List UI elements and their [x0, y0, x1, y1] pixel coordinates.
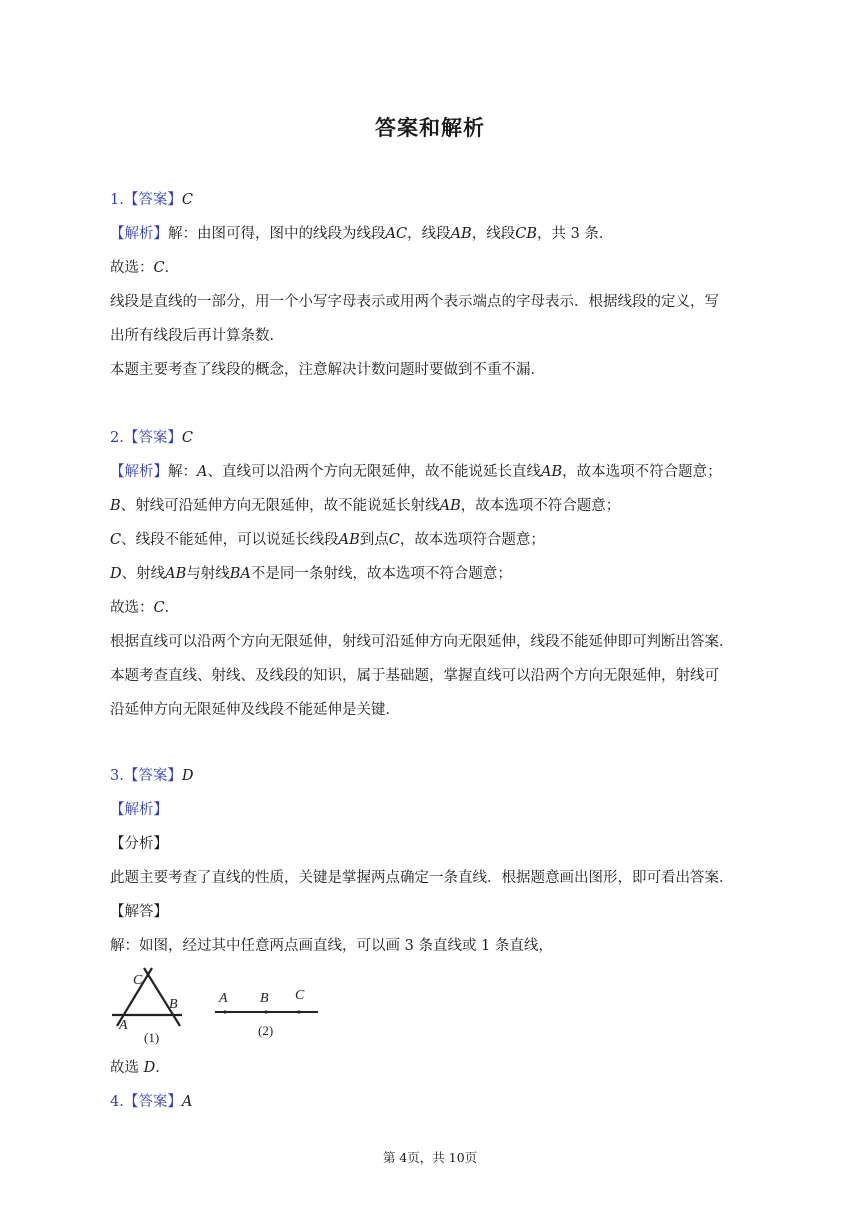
math-text: BA [229, 566, 251, 582]
fig1-caption: (1) [144, 1030, 160, 1045]
math-text: AB [450, 226, 472, 242]
q4-answer-line [110, 1092, 192, 1112]
text: 、直线可以沿两个方向无限延伸，故不能说延长直线 [207, 464, 541, 480]
text: 解： [168, 464, 197, 480]
q3-answer: D [181, 768, 194, 784]
text: 解：由图可得，图中的线段为线段 [168, 226, 386, 242]
q2-analysis-tag: 【解析】 [110, 464, 168, 480]
text: 故选： [110, 260, 154, 276]
figure-1-triangle [112, 968, 182, 1045]
page-title: 答案和解析 [375, 115, 485, 140]
q1-answer-line [110, 190, 193, 210]
q2-summary-line-2: 沿延伸方向无限延伸及线段不能延伸是关键． [110, 702, 400, 718]
fig2-label-c: C [295, 988, 305, 1003]
q2-summary-line-1: 本题考查直线、射线、及线段的知识，属于基础题，掌握直线可以沿两个方向无限延伸，射线可 [110, 668, 719, 684]
math-text: AB [165, 566, 187, 582]
q2-explain-line-1: 根据直线可以沿两个方向无限延伸，射线可沿延伸方向无限延伸，线段不能延伸即可判断出答案． [110, 634, 734, 650]
q2-answer: C [181, 430, 193, 446]
q1-summary-line: 本题主要考查了线段的概念，注意解决计数问题时要做到不重不漏． [110, 362, 545, 378]
text: 不是同一条射线，故本选项不符合题意； [250, 566, 512, 582]
q3-jieda-tag: 【解答】 [110, 904, 168, 920]
math-text: B [110, 498, 121, 514]
q2-number: 2. [110, 430, 124, 446]
fig1-label-a: A [119, 1018, 128, 1033]
q3-fenxi-text: 此题主要考查了直线的性质，关键是掌握两点确定一条直线．根据题意画出图形，即可看出答案． [110, 870, 734, 886]
text: ，线段 [407, 226, 451, 242]
q3-number: 3. [110, 768, 124, 784]
q1-number: 1. [110, 192, 124, 208]
point-c [297, 1010, 300, 1013]
math-text: AB [439, 498, 461, 514]
q3-jieda-text: 解：如图，经过其中任意两点画直线，可以画 3 条直线或 1 条直线， [110, 938, 553, 954]
fig1-label-b: B [169, 997, 178, 1012]
math-text: C [110, 532, 122, 548]
math-text: C [388, 532, 400, 548]
math-text: CB [515, 226, 537, 242]
math-text: AB [338, 532, 360, 548]
math-text: C [153, 600, 165, 616]
text: 、线段不能延伸，可以说延长线段 [121, 532, 339, 548]
q1-answer: C [181, 192, 193, 208]
q4-answer: A [181, 1094, 193, 1110]
q2-option-c [110, 530, 545, 550]
q4-answer-tag: 【答案】 [123, 1094, 182, 1110]
text: 、射线 [121, 566, 166, 582]
text: 故选 [110, 1060, 144, 1076]
q3-analysis-tag [110, 800, 168, 820]
text: 到点 [359, 532, 389, 548]
figure-2-collinear [215, 988, 318, 1038]
q1-analysis-line-1 [110, 224, 613, 244]
text: 故选： [110, 600, 154, 616]
q2-answer-line [110, 428, 193, 448]
q2-option-d [110, 564, 512, 584]
q2-option-b [110, 496, 620, 516]
text: ，故本选项不符合题意； [460, 498, 621, 514]
fig1-label-c: C [133, 973, 143, 988]
q3-choice-line [110, 1058, 170, 1078]
text: 与射线 [186, 566, 230, 582]
fig2-label-a: A [219, 991, 228, 1006]
text: ，故本选项符合题意； [399, 532, 545, 548]
text: 、射线可沿延伸方向无限延伸，故不能说延长射线 [120, 498, 440, 514]
q4-number: 4. [110, 1094, 124, 1110]
text: ． [164, 600, 180, 616]
q2-choice-line [110, 598, 179, 618]
math-text: D [143, 1060, 156, 1076]
q3-answer-line [110, 766, 193, 786]
text: ，故本选项不符合题意； [562, 464, 722, 480]
q3-figure [108, 962, 328, 1046]
page-footer: 第 4页，共 10页 [382, 1150, 478, 1165]
q2-analysis-line-1 [110, 462, 722, 482]
q2-answer-tag: 【答案】 [123, 430, 182, 446]
q3-answer-tag: 【答案】 [123, 768, 182, 784]
text: ． [164, 260, 180, 276]
math-text: A [197, 464, 208, 480]
text: ，共 3 条． [536, 226, 614, 242]
math-text: AC [385, 226, 408, 242]
q1-explain-line-1: 线段是直线的一部分，用一个小写字母表示或用两个表示端点的字母表示．根据线段的定义，写 [110, 294, 719, 310]
q1-analysis-tag: 【解析】 [110, 226, 168, 242]
point-a [223, 1010, 226, 1013]
math-text: C [153, 260, 165, 276]
text: ． [155, 1060, 170, 1076]
q1-choice-line [110, 258, 179, 278]
fig2-label-b: B [260, 991, 269, 1006]
fig2-caption: (2) [258, 1023, 274, 1038]
math-text: AB [540, 464, 563, 480]
text: 【解析】 [110, 802, 168, 818]
q3-fenxi-tag: 【分析】 [110, 836, 168, 852]
math-text: D [110, 566, 122, 582]
text: ，线段 [471, 226, 516, 242]
point-b [264, 1010, 267, 1013]
q1-explain-line-2: 出所有线段后再计算条数． [110, 328, 284, 344]
q1-answer-tag: 【答案】 [123, 192, 182, 208]
